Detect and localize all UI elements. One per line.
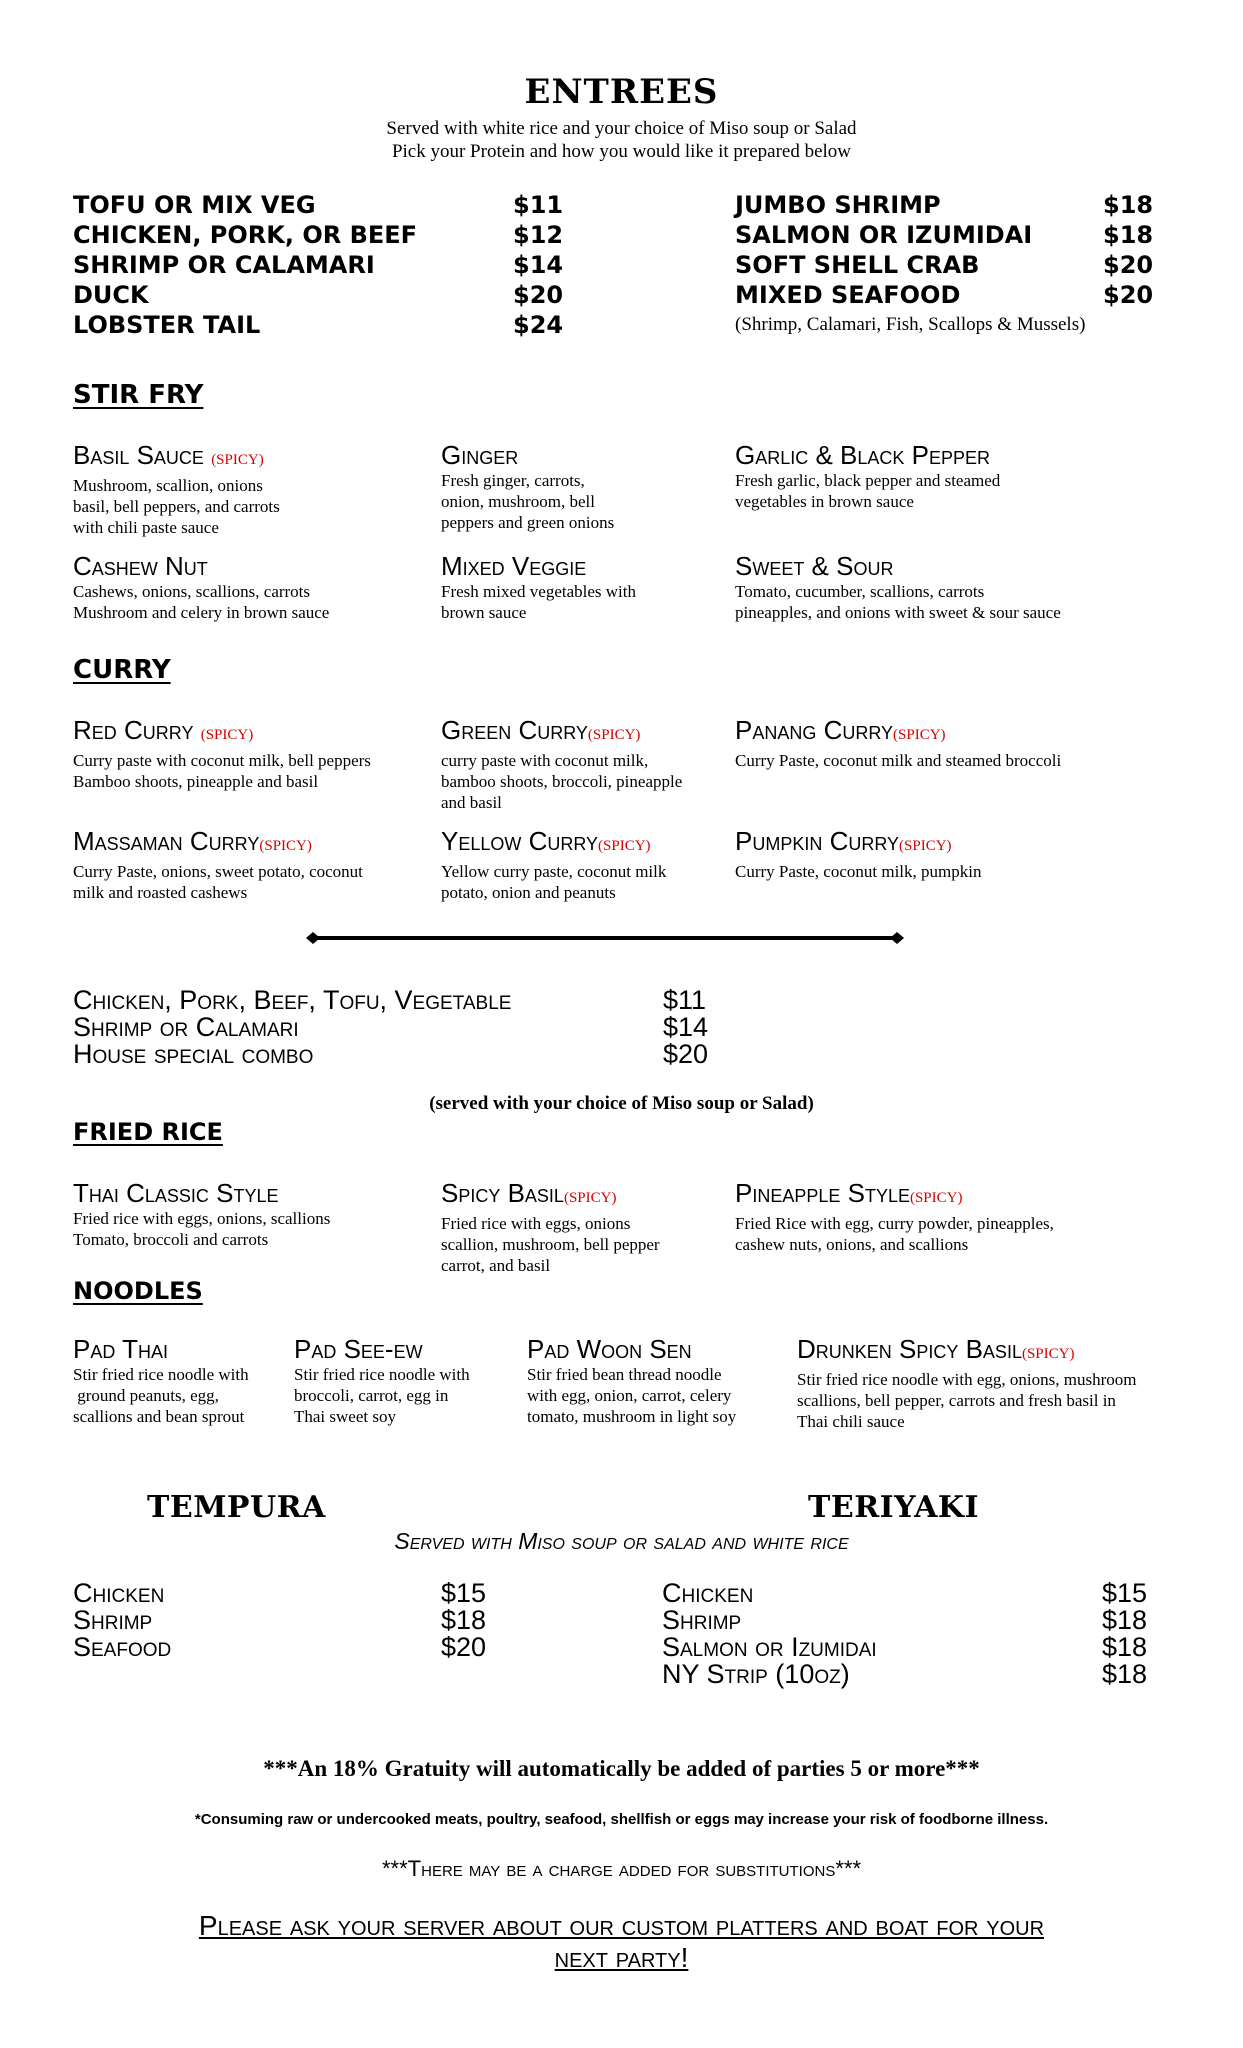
menu-item [441,1178,731,1276]
price-row-name: NY Strip (10oz) [662,1659,850,1689]
menu-item [527,1334,787,1427]
menu-item [73,440,413,538]
spicy-label: (SPICY) [893,727,946,743]
item-name: Cashew Nut [73,551,208,581]
protein-name: CHICKEN, PORK, OR BEEF [73,221,418,249]
item-name: Garlic & Black Pepper [735,440,990,470]
price-row [73,1634,513,1661]
protein-row [735,190,1155,220]
menu-item [73,551,413,623]
item-name: Green Curry [441,715,588,745]
menu-item [441,826,731,903]
protein-name: JUMBO SHRIMP [735,191,941,219]
price-row-price: $18 [1102,1632,1148,1662]
item-desc: curry paste with coconut milk, bamboo shoots, broccoli, pineapple and basil [441,751,683,812]
price-row-name: Shrimp or Calamari [73,1012,299,1042]
fried-rice-heading: FRIED RICE [73,1118,223,1146]
curry-heading: CURRY [73,655,171,685]
protein-price: $20 [1103,281,1154,309]
menu-item [441,551,721,623]
item-desc: Stir fried rice noodle with broccoli, carrot, egg in Thai sweet soy [294,1365,470,1426]
protein-row [735,280,1155,310]
price-row [73,1580,513,1607]
item-desc: Stir fried rice noodle with ground peanuts, egg, scallions and bean sprout [73,1365,249,1426]
price-row-price: $18 [1102,1605,1148,1635]
menu-item [294,1334,514,1427]
price-row-price: $20 [441,1632,487,1662]
food-safety-note: *Consuming raw or undercooked meats, poultry, seafood, shellfish or eggs may increase your risk of foodborne illness. [194,1811,1049,1828]
substitutions-note: ***There may be a charge added for substitutions*** [381,1856,862,1881]
protein-price: $12 [513,221,564,249]
item-desc: Curry Paste, coconut milk, pumpkin [735,862,982,881]
protein-name: MIXED SEAFOOD [735,281,961,309]
item-desc: Fresh mixed vegetables with brown sauce [441,582,636,622]
item-name: Basil Sauce [73,440,204,470]
price-row [73,1607,513,1634]
item-desc: Mushroom, scallion, onions basil, bell peppers, and carrots with chili paste sauce [73,476,280,537]
item-name: Pad Woon Sen [527,1334,692,1364]
protein-row [735,250,1155,280]
item-name: Massaman Curry [73,826,260,856]
item-name: Pad Thai [73,1334,168,1364]
protein-price: $18 [1103,221,1154,249]
price-row-name: House special combo [73,1039,314,1069]
item-desc: Curry paste with coconut milk, bell peppers Bamboo shoots, pineapple and basil [73,751,371,791]
item-name: Ginger [441,440,519,470]
price-row [73,987,733,1014]
price-row-price: $11 [663,985,707,1015]
item-desc: Stir fried rice noodle with egg, onions, mushroom scallions, bell pepper, carrots and fresh basil in Thai chili sauce [797,1370,1137,1431]
noodles-heading: NOODLES [73,1277,203,1305]
protein-name: SOFT SHELL CRAB [735,251,980,279]
spicy-label: (SPICY) [899,838,952,854]
price-row [662,1634,1182,1661]
item-desc: Fried rice with eggs, onions scallion, mushroom, bell pepper carrot, and basil [441,1214,660,1275]
protein-row [73,220,563,250]
protein-price: $20 [1103,251,1154,279]
price-row-price: $14 [663,1012,709,1042]
page-title: ENTREES [524,72,719,112]
tempura-heading: TEMPURA [147,1490,326,1525]
menu-item [735,440,1155,512]
teriyaki-price-list [662,1580,1182,1688]
price-row-name: Seafood [73,1632,172,1662]
item-desc: Fried rice with eggs, onions, scallions Tomato, broccoli and carrots [73,1209,331,1249]
protein-name: DUCK [73,281,149,309]
protein-price: $24 [513,311,564,339]
item-name: Panang Curry [735,715,894,745]
entrees-subtitle-2: Pick your Protein and how you would like it prepared below [391,141,852,162]
price-row [662,1607,1182,1634]
price-row-name: Shrimp [662,1605,742,1635]
protein-name: SHRIMP OR CALAMARI [73,251,375,279]
menu-item [73,1178,433,1250]
menu-item [797,1334,1217,1432]
spicy-label: (SPICY) [587,727,641,743]
item-name: Thai Classic Style [73,1178,279,1208]
item-name: Red Curry [73,715,194,745]
price-row-price: $20 [663,1039,709,1069]
item-desc: Fried Rice with egg, curry powder, pineapples, cashew nuts, onions, and scallions [735,1214,1054,1254]
platters-note-line-1: Please ask your server about our custom platters and boat for your [198,1910,1045,1941]
price-row-price: $18 [1102,1659,1148,1689]
price-row [662,1580,1182,1607]
item-name: Drunken Spicy Basil [797,1334,1022,1364]
price-row-price: $15 [441,1578,487,1608]
stir-fry-heading: STIR FRY [73,380,204,410]
spicy-label: (SPICY) [909,1190,963,1206]
price-row-name: Salmon or Izumidai [662,1632,877,1662]
item-name: Sweet & Sour [735,551,894,581]
section-divider [305,928,905,948]
platters-note-line-2: next party! [554,1942,689,1973]
price-row-name: Chicken [662,1578,754,1608]
protein-list-left [73,190,563,340]
menu-item [735,551,1175,623]
menu-item [441,715,731,813]
price-row-price: $15 [1102,1578,1148,1608]
price-row-name: Chicken [73,1578,165,1608]
gratuity-note: ***An 18% Gratuity will automatically be added of parties 5 or more*** [263,1756,980,1781]
price-row-name: Chicken, Pork, Beef, Tofu, Vegetable [73,985,512,1015]
item-name: Yellow Curry [441,826,599,856]
protein-list-right [735,190,1155,340]
item-desc: Yellow curry paste, coconut milk potato, onion and peanuts [441,862,667,902]
spicy-label: (SPICY) [563,1190,617,1206]
spicy-label: (SPICY) [598,838,651,854]
protein-row [735,220,1155,250]
protein-row [73,310,563,340]
price-row-price: $18 [441,1605,487,1635]
protein-price: $14 [513,251,564,279]
item-name: Pad See-ew [294,1334,423,1364]
seafood-note: (Shrimp, Calamari, Fish, Scallops & Mussels) [735,314,1086,335]
spicy-label: (SPICY) [211,452,264,468]
item-desc: Fresh ginger, carrots, onion, mushroom, bell peppers and green onions [441,471,615,532]
noodle-rice-price-list [73,987,733,1068]
protein-row [73,190,563,220]
teriyaki-heading: TERIYAKI [808,1490,980,1525]
tempura-teriyaki-note: Served with Miso soup or salad and white rice [394,1528,849,1554]
menu-item [735,1178,1175,1255]
menu-item [735,715,1175,771]
protein-price: $18 [1103,191,1154,219]
menu-item [73,715,433,792]
item-desc: Tomato, cucumber, scallions, carrots pineapples, and onions with sweet & sour sauce [735,582,1061,622]
menu-item [73,826,433,903]
protein-row [73,250,563,280]
item-name: Spicy Basil [441,1178,564,1208]
item-name: Pineapple Style [735,1178,910,1208]
protein-price: $20 [513,281,564,309]
protein-name: SALMON OR IZUMIDAI [735,221,1033,249]
menu-item [73,1334,283,1427]
price-row [662,1661,1182,1688]
menu-item [735,826,1175,882]
protein-row [73,280,563,310]
price-row [73,1014,733,1041]
noodle-rice-note: (served with your choice of Miso soup or Salad) [429,1093,814,1114]
item-desc: Curry Paste, coconut milk and steamed broccoli [735,751,1062,770]
protein-name: TOFU OR MIX VEG [73,191,316,219]
item-desc: Stir fried bean thread noodle with egg, onion, carrot, celery tomato, mushroom in light soy [527,1365,737,1426]
item-desc: Fresh garlic, black pepper and steamed vegetables in brown sauce [735,471,1001,511]
price-row [73,1041,733,1068]
protein-name: LOBSTER TAIL [73,311,261,339]
spicy-label: (SPICY) [259,838,312,854]
menu-item [441,440,721,533]
item-name: Pumpkin Curry [735,826,900,856]
spicy-label: (SPICY) [200,727,254,743]
entrees-subtitle-1: Served with white rice and your choice of Miso soup or Salad [386,118,857,139]
item-desc: Cashews, onions, scallions, carrots Mushroom and celery in brown sauce [73,582,330,622]
item-desc: Curry Paste, onions, sweet potato, coconut milk and roasted cashews [73,862,363,902]
price-row-name: Shrimp [73,1605,153,1635]
tempura-price-list [73,1580,513,1661]
item-name: Mixed Veggie [441,551,587,581]
protein-price: $11 [513,191,564,219]
spicy-label: (SPICY) [1021,1346,1075,1362]
